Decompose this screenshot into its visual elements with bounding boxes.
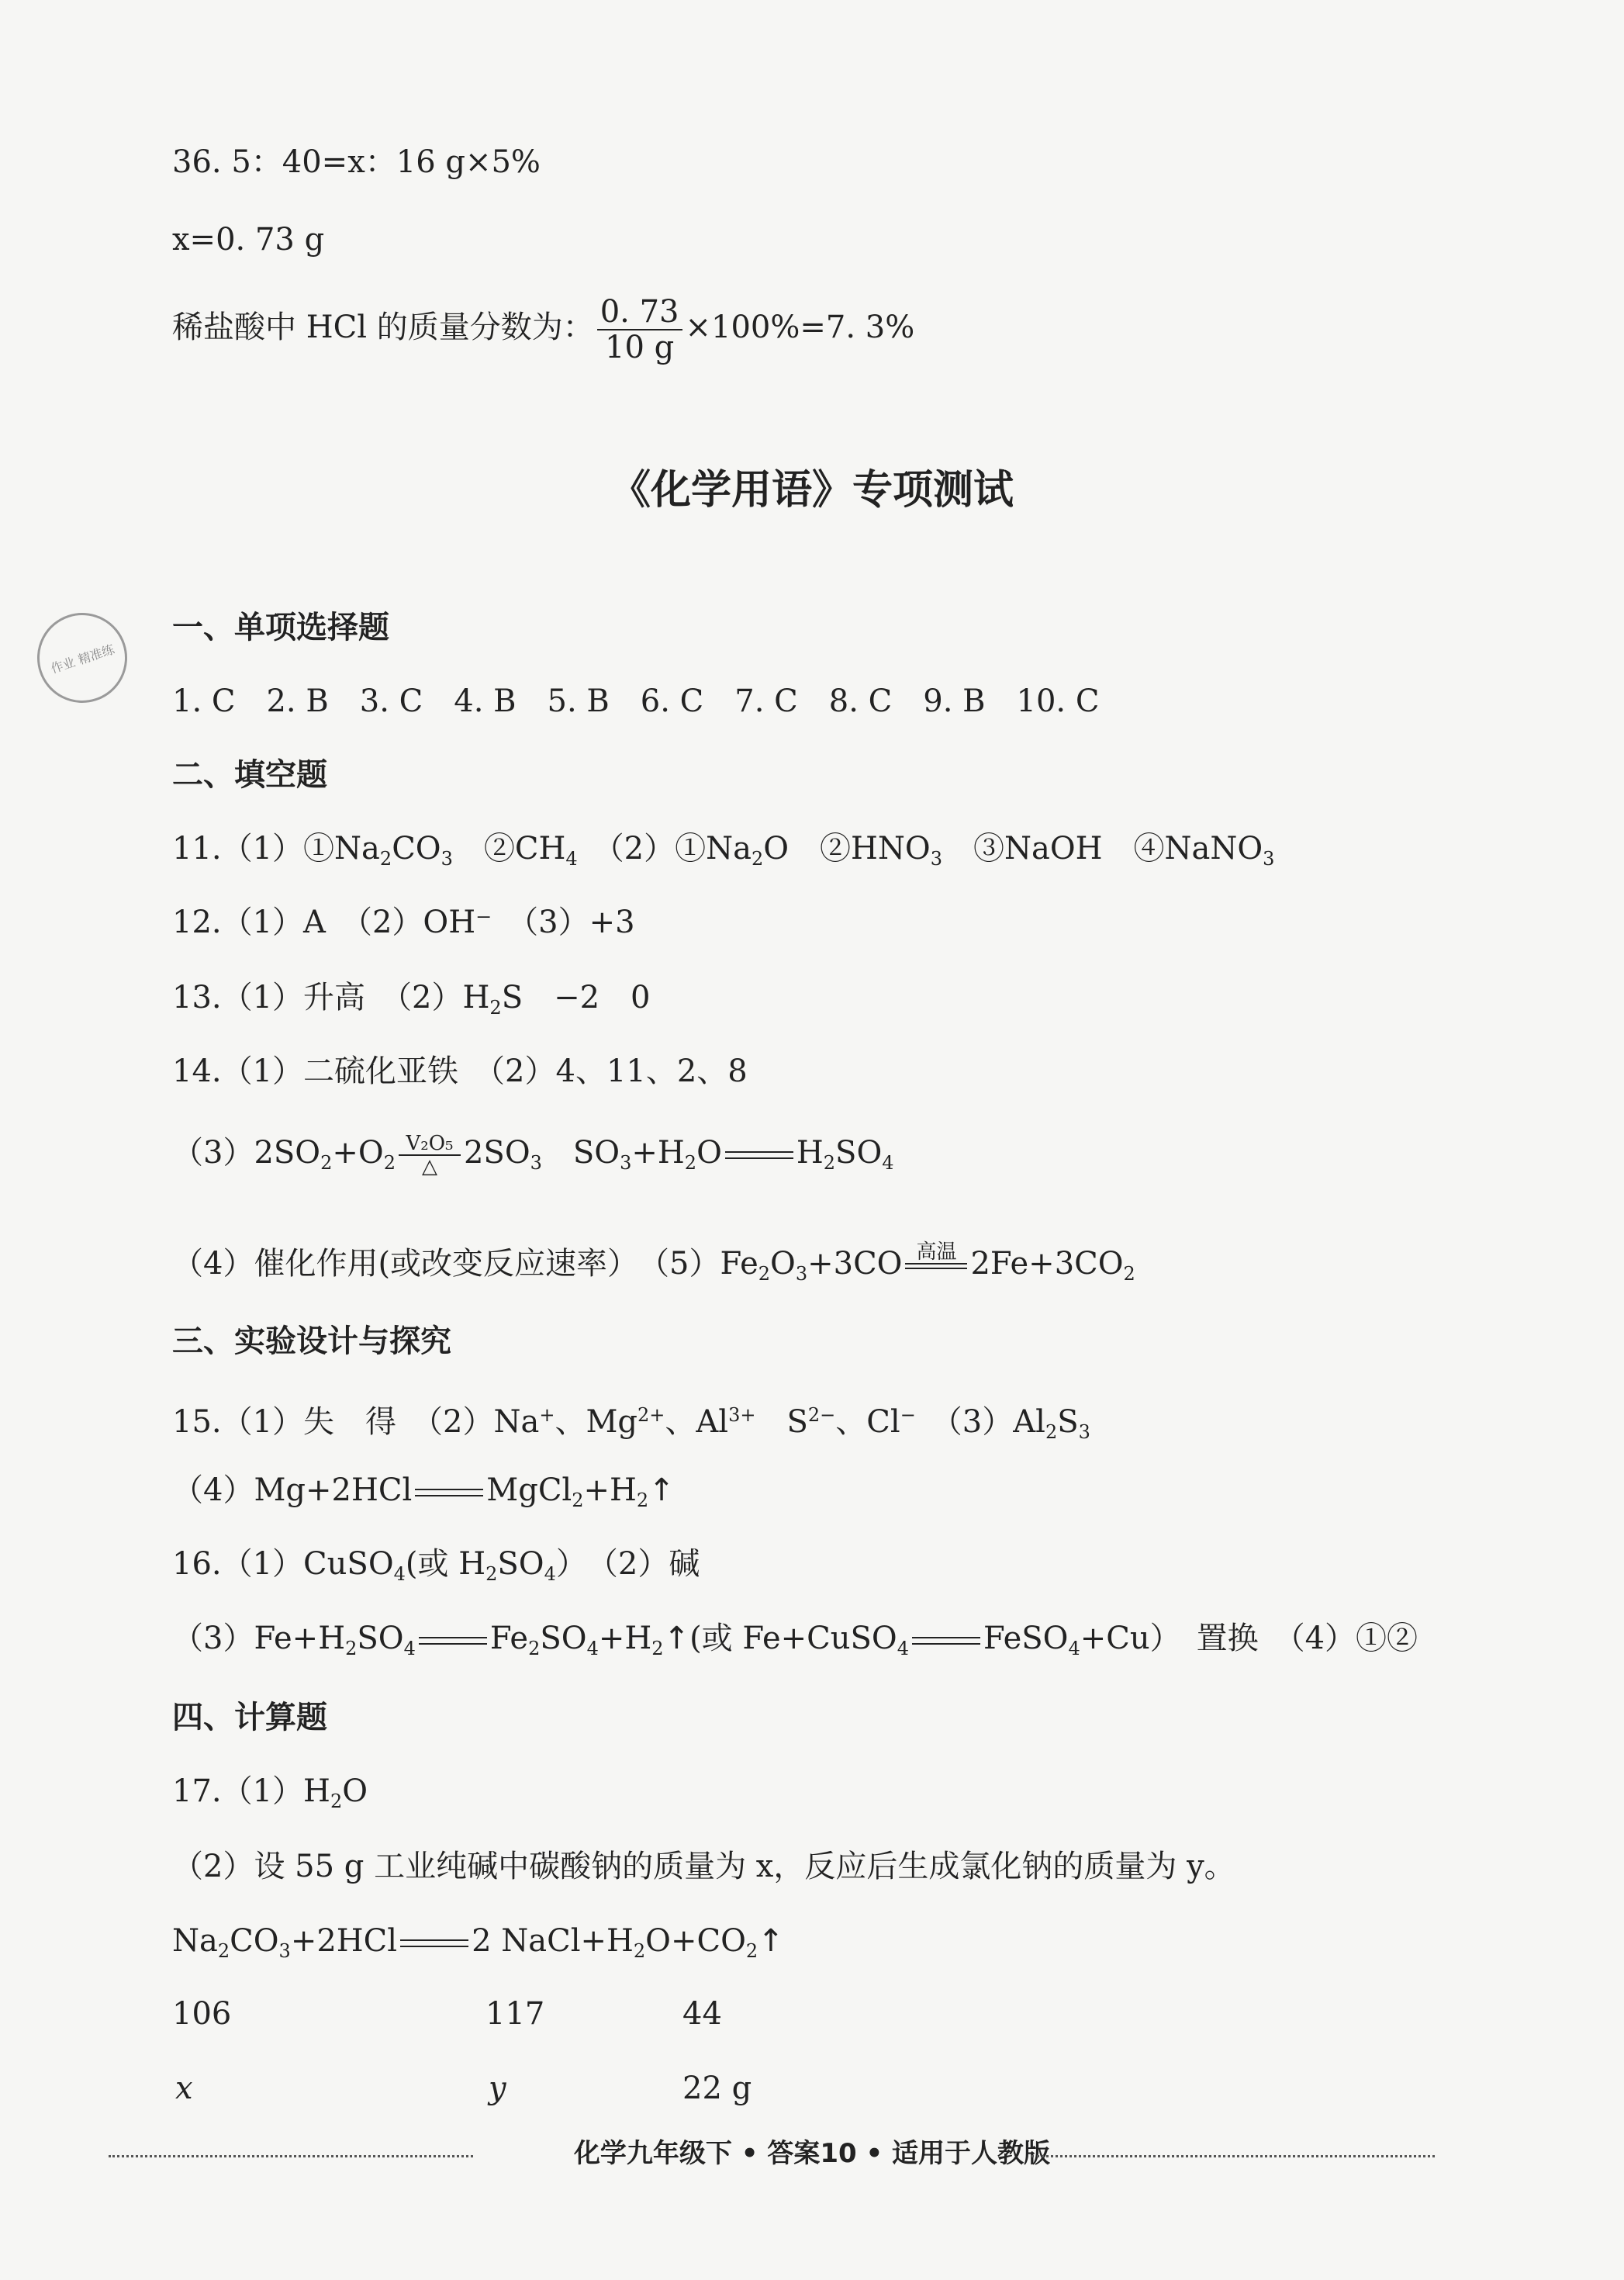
q14-3-answer: $(3)2SO_2+O_2$ V₂O₅ △ $2SO_3$ $SO_3+H_2O$ $H_2SO_4$	[172, 1132, 894, 1178]
section-heading-choice: 一、单项选择题	[172, 610, 389, 645]
q16-3-answer: $(3)Fe+H_2SO_4$ $Fe_2SO_4+H_2↑$(或 Fe+CuSO$_4$ FeSO$_4$+Cu） 置换 （4）①②	[172, 1621, 1418, 1659]
row1-col1: 106	[172, 1996, 232, 2032]
row2-col2: y	[489, 2071, 506, 2106]
section-heading-fill: 二、填空题	[172, 757, 327, 793]
q14-4-answer: （4）催化作用(或改变反应速率） $(5)Fe_2O_3+3CO$ 高温 $2Fe+3CO_2$	[172, 1241, 1135, 1292]
equals-sign	[400, 1939, 468, 1947]
q17-equation: $Na_2CO_3+2HCl$ 2 $NaCl+H_2O+CO_2↑$	[172, 1923, 784, 1962]
q17-1-answer: $17.(1)H_2O$	[172, 1773, 368, 1812]
x-value-line: x=0. 73 g	[172, 222, 325, 258]
q15-4-answer: （4）Mg+2HCl $MgCl_2+H_2↑$	[172, 1472, 675, 1511]
q13-answer: 13.（1）升高 $(2)H_2S$ −2 0	[172, 980, 651, 1019]
q14-answer: 14.（1）二硫化亚铁 （2）4、11、2、8	[172, 1054, 748, 1089]
reaction-condition: V₂O₅ △	[399, 1133, 461, 1178]
section-heading-experiment: 三、实验设计与探究	[172, 1323, 451, 1359]
q15-answer: 15.（1）失 得 （2）Na+、$Mg^{2+}$、$Al^{3+}$ $S^{2-}$、Cl− $(3)Al_2S_3$	[172, 1404, 1090, 1443]
ratio-line: 36. 5：40=x：16 g×5%	[172, 144, 541, 180]
page-title: 《化学用语》专项测试	[610, 467, 1014, 514]
mass-fraction-line: 稀盐酸中 HCl 的质量分数为： $\frac{0. 73}{10 g}$ ×100%=7. 3%	[172, 294, 915, 365]
reaction-condition-high-temp: 高温	[905, 1241, 967, 1291]
equals-sign	[912, 1637, 980, 1645]
row2-col1: x	[175, 2071, 193, 2106]
q17-2-setup: （2）设 55 g 工业纯碱中碳酸钠的质量为 x，反应后生成氯化钠的质量为 y。	[172, 1849, 1235, 1884]
page-footer: 化学九年级下 • 答案10 • 适用于人教版	[573, 2138, 1051, 2169]
q11-answer: $11.(1)①Na_2CO_3$ $②CH_4$ $(2)①Na_2O$ $②HNO_3$ ③NaOH ④NaNO$_3$	[172, 831, 1275, 870]
fraction: $\frac{0. 73}{10 g}$	[597, 295, 682, 365]
row1-col2: 117	[485, 1996, 545, 2032]
q12-answer: 12.（1）A （2）OH⁻ （3）+3	[172, 905, 635, 940]
row1-col3: 44	[682, 1996, 722, 2032]
equals-sign	[725, 1151, 793, 1159]
gas-arrow-icon: ↑	[648, 1472, 675, 1508]
section-heading-calculation: 四、计算题	[172, 1700, 327, 1735]
gas-arrow-icon: ↑	[758, 1923, 784, 1959]
equals-sign	[415, 1489, 483, 1496]
q16-answer: 16.（1）CuSO$_4$(或 $H_2SO_4$） （2）碱	[172, 1546, 700, 1585]
equals-sign	[419, 1637, 487, 1645]
homework-stamp: 作业 精准练	[26, 601, 139, 714]
choice-answers: 1. C 2. B 3. C 4. B 5. B 6. C 7. C 8. C 9. B 10. C	[172, 683, 1100, 719]
row2-col3: 22 g	[682, 2071, 752, 2106]
gas-arrow-icon: ↑	[663, 1621, 690, 1656]
footer-divider-right	[1031, 2155, 1435, 2157]
